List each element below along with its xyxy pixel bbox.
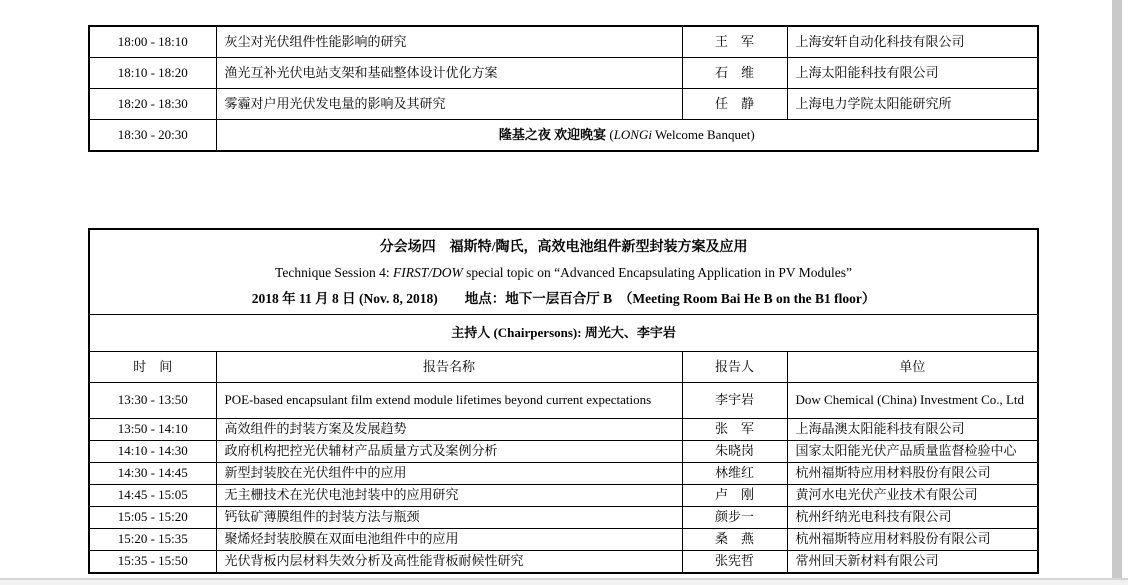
table-row [89,485,1038,507]
chairpersons-row [89,315,1038,352]
talk-title-cell: 无主栅技术在光伏电池封装中的应用研究 [216,485,682,507]
chairpersons-cell: 主持人 (Chairpersons): 周光大、李宇岩 [89,315,1038,352]
session4-table [88,228,1039,574]
organization-cell: 上海晶澳太阳能科技有限公司 [787,419,1038,441]
table-row [89,419,1038,441]
talk-title-cell: 钙钛矿薄膜组件的封装方法与瓶颈 [216,507,682,529]
speaker-cell: 任 静 [682,89,787,120]
table-row [89,441,1038,463]
talk-title-cell: 雾霾对户用光伏发电量的影响及其研究 [216,89,682,120]
speaker-cell: 李宇岩 [682,383,787,419]
organization-cell: Dow Chemical (China) Investment Co., Ltd [787,383,1038,419]
talk-title-cell: 高效组件的封装方案及发展趋势 [216,419,682,441]
column-header-title: 报告名称 [216,352,682,383]
time-cell: 13:50 - 14:10 [89,419,216,441]
organization-cell: 上海太阳能科技有限公司 [787,58,1038,89]
organization-cell: 黄河水电光伏产业技术有限公司 [787,485,1038,507]
column-header-row [89,352,1038,383]
time-cell: 15:20 - 15:35 [89,529,216,551]
time-cell: 18:30 - 20:30 [89,120,216,152]
session-header-cell [89,229,1038,315]
speaker-cell: 张宪哲 [682,551,787,573]
banquet-row [89,120,1038,152]
vertical-scrollbar[interactable] [1112,0,1122,578]
session-header-row [89,229,1038,315]
table-row [89,89,1038,120]
table-row [89,463,1038,485]
organization-cell: 国家太阳能光伏产品质量监督检验中心 [787,441,1038,463]
time-cell: 18:00 - 18:10 [89,26,216,58]
time-cell: 14:30 - 14:45 [89,463,216,485]
time-cell: 18:20 - 18:30 [89,89,216,120]
talk-title-cell: 光伏背板内层材料失效分析及高性能背板耐候性研究 [216,551,682,573]
column-header-speaker: 报告人 [682,352,787,383]
banquet-longi-italic: LONGi [613,126,652,142]
time-cell: 15:05 - 15:20 [89,507,216,529]
organization-cell: 上海电力学院太阳能研究所 [787,89,1038,120]
talk-title-cell: 新型封装胶在光伏组件中的应用 [216,463,682,485]
speaker-cell: 桑 燕 [682,529,787,551]
organization-cell: 常州回天新材料有限公司 [787,551,1038,573]
speaker-cell: 卢 刚 [682,485,787,507]
time-cell: 14:10 - 14:30 [89,441,216,463]
table-row [89,383,1038,419]
table-row [89,551,1038,573]
time-cell: 15:35 - 15:50 [89,551,216,573]
organization-cell: 杭州福斯特应用材料股份有限公司 [787,529,1038,551]
talk-title-cell: 灰尘对光伏组件性能影响的研究 [216,26,682,58]
speaker-cell: 石 维 [682,58,787,89]
speaker-cell: 朱晓岗 [682,441,787,463]
banquet-paren-open: ( [606,126,614,142]
evening-schedule-table [88,25,1039,152]
column-header-time: 时 间 [89,352,216,383]
talk-title-cell: 渔光互补光伏电站支架和基础整体设计优化方案 [216,58,682,89]
area-below-page [0,580,1128,585]
banquet-cell [216,120,1038,152]
table-row [89,529,1038,551]
organization-cell: 杭州纤纳光电科技有限公司 [787,507,1038,529]
organization-cell: 上海安轩自动化科技有限公司 [787,26,1038,58]
time-cell: 18:10 - 18:20 [89,58,216,89]
session-title-en [98,265,1029,282]
time-cell: 14:45 - 15:05 [89,485,216,507]
talk-title-cell: 聚烯烃封装胶膜在双面电池组件中的应用 [216,529,682,551]
speaker-cell: 林维红 [682,463,787,485]
session-title-en-suffix: special topic on “Advanced Encapsulating Application in PV Modules” [462,265,852,281]
session-title-zh: 分会场四 福斯特/陶氏，高效电池组件新型封装方案及应用 [379,239,748,255]
column-header-org: 单位 [787,352,1038,383]
time-cell: 13:30 - 13:50 [89,383,216,419]
table-row [89,507,1038,529]
banquet-title-en: Welcome Banquet) [651,126,755,142]
talk-title-cell: POE-based encapsulant film extend module lifetimes beyond current expectations [216,383,682,419]
table-row [89,58,1038,89]
session-title-en-italic: FIRST/DOW [392,265,463,281]
speaker-cell: 颜步一 [682,507,787,529]
session-title-en-prefix: Technique Session 4: [275,265,393,281]
organization-cell: 杭州福斯特应用材料股份有限公司 [787,463,1038,485]
speaker-cell: 王 军 [682,26,787,58]
table-row [89,26,1038,58]
session-date-location: 2018 年 11 月 8 日 (Nov. 8, 2018) 地点：地下一层百合厅 B （Meeting Room Bai He B on the B1 floor） [251,291,876,307]
speaker-cell: 张 军 [682,419,787,441]
banquet-title-zh: 隆基之夜 欢迎晚宴 [498,126,607,142]
talk-title-cell: 政府机构把控光伏辅材产品质量方式及案例分析 [216,441,682,463]
